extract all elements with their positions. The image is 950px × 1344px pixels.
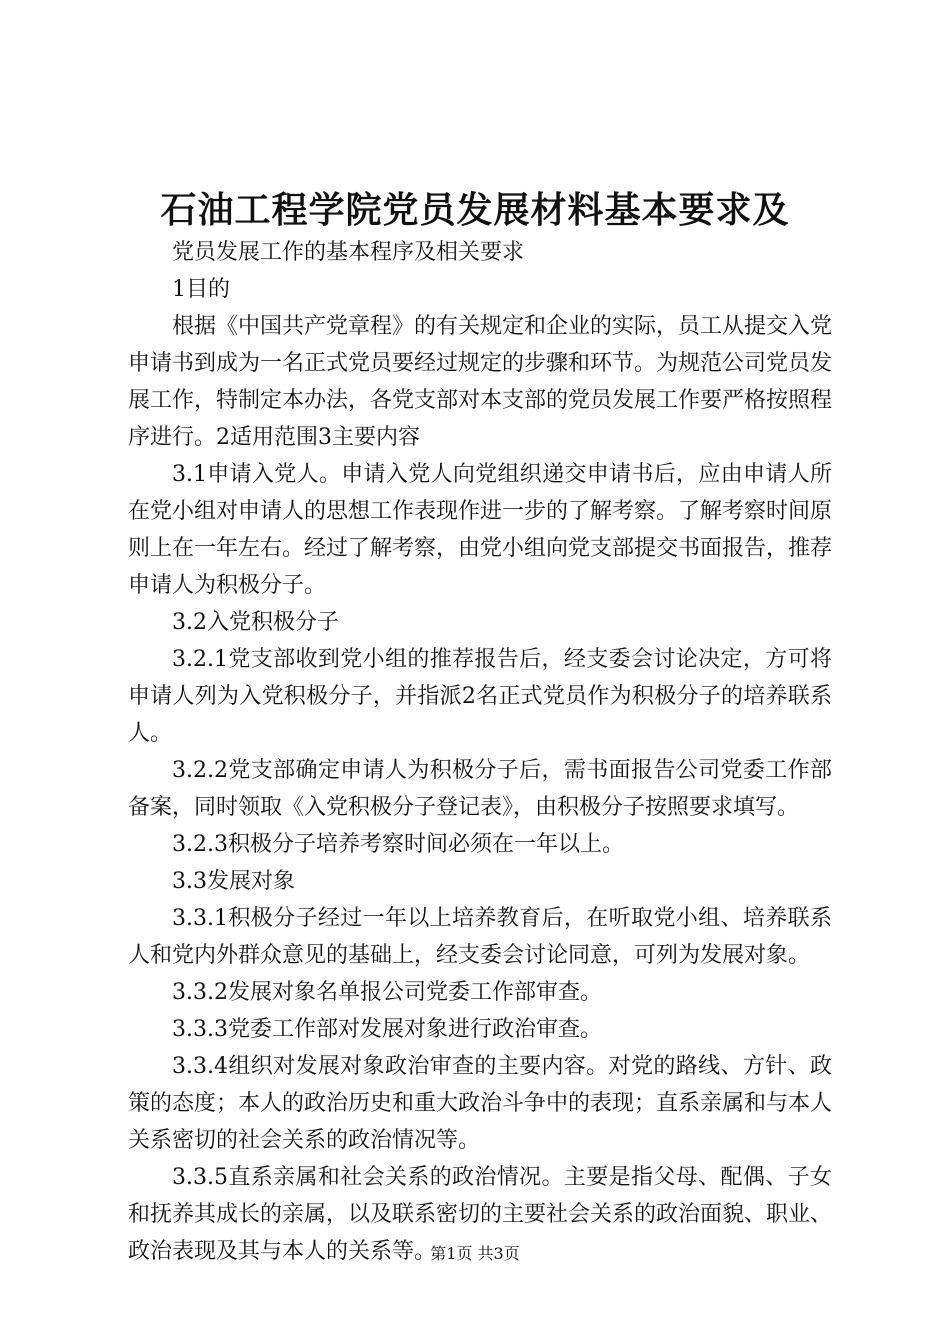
paragraph-subtitle: 党员发展工作的基本程序及相关要求 [172, 240, 525, 265]
paragraph-3-3-2: 3.3.2发展对象名单报公司党委工作部审查。 [172, 980, 602, 1005]
page-footer: 第1页 共3页 [430, 1244, 520, 1263]
document-body [128, 234, 832, 1270]
paragraph-3-1: 3.1申请入党人。申请入党人向党组织递交申请书后，应由申请人所在党小组对申请人的思想工作表现作进一步的了解考察。了解考察时间原则上在一年左右。经过了解考察，由党小组向党支部提交书面报告，推荐申请人为积极分子。 [128, 462, 833, 598]
paragraph-3-3-5: 3.3.5直系亲属和社会关系的政治情况。主要是指父母、配偶、子女和抚养其成长的亲属，以及联系密切的主要社会关系的政治面貌、职业、政治表现及其与本人的关系等。 [128, 1165, 833, 1264]
paragraph-purpose: 根据《中国共产党章程》的有关规定和企业的实际，员工从提交入党申请书到成为一名正式党员要经过规定的步骤和环节。为规范公司党员发展工作，特制定本办法，各党支部对本支部的党员发展工作要严格按照程序进行。2适用范围3主要内容 [128, 314, 833, 450]
paragraph-3-2-3: 3.2.3积极分子培养考察时间必须在一年以上。 [172, 832, 624, 857]
paragraph-3-3-4: 3.3.4组织对发展对象政治审查的主要内容。对党的路线、方针、政策的态度；本人的政治历史和重大政治斗争中的表现；直系亲属和与本人关系密切的社会关系的政治情况等。 [128, 1054, 833, 1153]
paragraph-3-3: 3.3发展对象 [172, 869, 295, 894]
paragraph-3-2-2: 3.2.2党支部确定申请人为积极分子后，需书面报告公司党委工作部备案，同时领取《入党积极分子登记表》，由积极分子按照要求填写。 [128, 758, 832, 820]
paragraph-3-3-3: 3.3.3党委工作部对发展对象进行政治审查。 [172, 1017, 602, 1042]
paragraph-3-3-1: 3.3.1积极分子经过一年以上培养教育后，在听取党小组、培养联系人和党内外群众意见的基础上，经支委会讨论同意，可列为发展对象。 [128, 906, 832, 968]
document-title: 石油工程学院党员发展材料基本要求及 [160, 189, 790, 231]
paragraph-3-2: 3.2入党积极分子 [172, 610, 339, 635]
paragraph-section-1: 1目的 [172, 277, 230, 302]
paragraph-3-2-1: 3.2.1党支部收到党小组的推荐报告后，经支委会讨论决定，方可将申请人列为入党积极分子，并指派2名正式党员作为积极分子的培养联系人。 [128, 647, 832, 746]
